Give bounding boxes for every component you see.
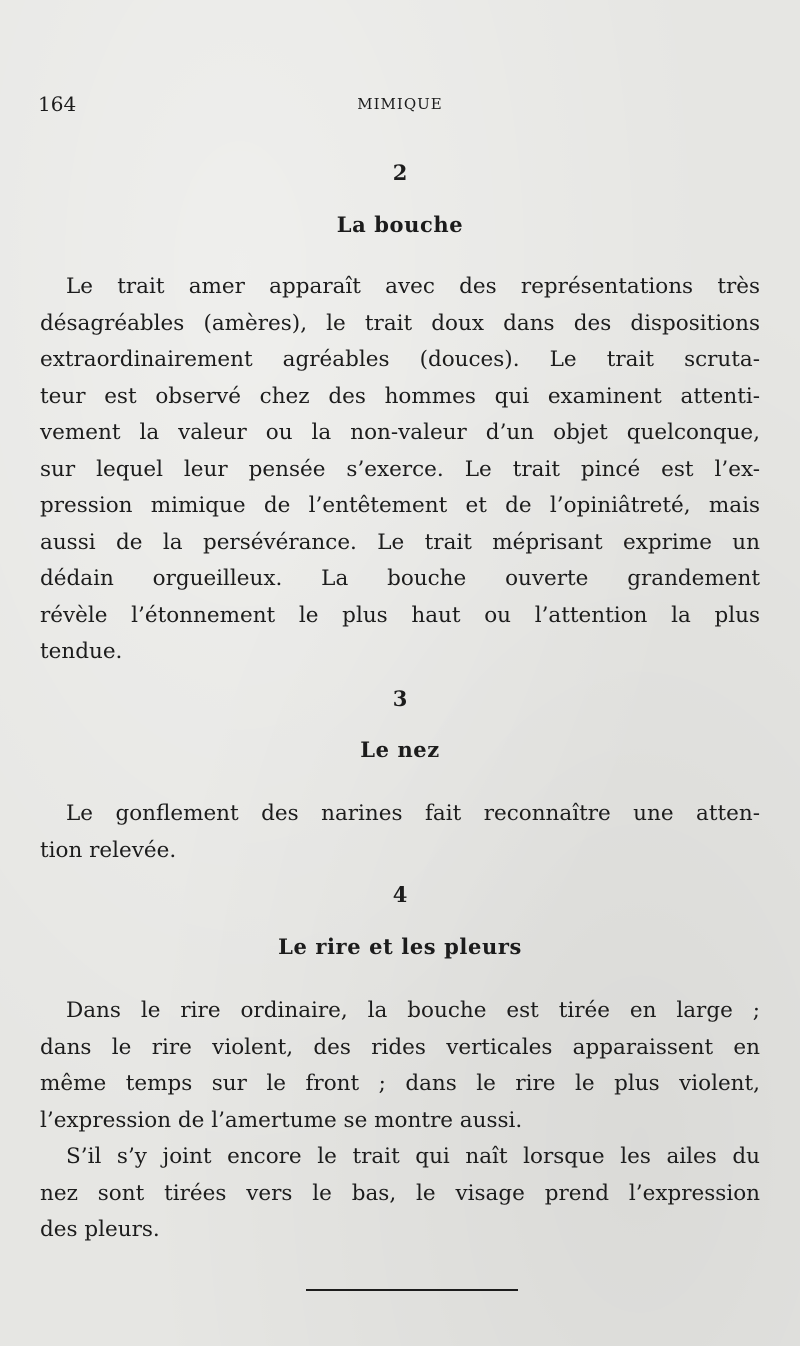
text-line: sur lequel leur pensée s’exerce. Le trait pincé est l’ex- — [40, 456, 760, 482]
text-line: aussi de la persévérance. Le trait méprisant exprime un — [40, 529, 760, 555]
text-line: pression mimique de l’entêtement et de l’opiniâtreté, mais — [40, 493, 760, 518]
text-line: S’il s’y joint encore le trait qui naît lorsque les ailes du — [66, 1144, 760, 1169]
text-line: tion relevée. — [40, 837, 177, 863]
running-head — [38, 92, 762, 116]
running-title: MIMIQUE — [357, 95, 443, 113]
text-line: tendue. — [40, 639, 123, 664]
text-line: vement la valeur ou la non-valeur d’un objet quelconque, — [40, 420, 760, 445]
text-line: Dans le rire ordinaire, la bouche est tirée en large ; — [66, 998, 760, 1023]
page-number: 164 — [38, 92, 77, 116]
section-number: 3 — [392, 686, 408, 711]
section-number: 2 — [392, 160, 408, 185]
section-title: Le nez — [360, 737, 440, 762]
text-line: extraordinairement agréables (douces). Le trait scruta- — [40, 347, 760, 372]
paragraph — [40, 993, 760, 1139]
section-title: La bouche — [336, 212, 464, 237]
text-line: des pleurs. — [40, 1217, 160, 1242]
section-number: 4 — [392, 882, 408, 907]
text-line: dans le rire violent, des rides verticales apparaissent en — [40, 1034, 760, 1060]
text-line: Le trait amer apparaît avec des représentations très — [66, 274, 760, 299]
text-line: Le gonflement des narines fait reconnaître une atten- — [66, 801, 760, 826]
text-line: même temps sur le front ; dans le rire le plus violent, — [40, 1071, 760, 1096]
text-line: teur est observé chez des hommes qui examinent attenti- — [40, 383, 760, 409]
text-line: révèle l’étonnement le plus haut ou l’attention la plus — [40, 602, 760, 628]
end-rule — [306, 1289, 518, 1291]
paragraph — [40, 1139, 760, 1249]
section-title: Le rire et les pleurs — [278, 934, 522, 959]
text-line: l’expression de l’amertume se montre aussi. — [40, 1107, 523, 1133]
paragraph — [40, 796, 760, 869]
text-line: désagréables (amères), le trait doux dans des dispositions — [40, 310, 760, 336]
paragraph — [40, 269, 760, 671]
text-line: nez sont tirées vers le bas, le visage prend l’expression — [40, 1180, 760, 1206]
text-line: dédain orgueilleux. La bouche ouverte grandement — [40, 566, 760, 591]
